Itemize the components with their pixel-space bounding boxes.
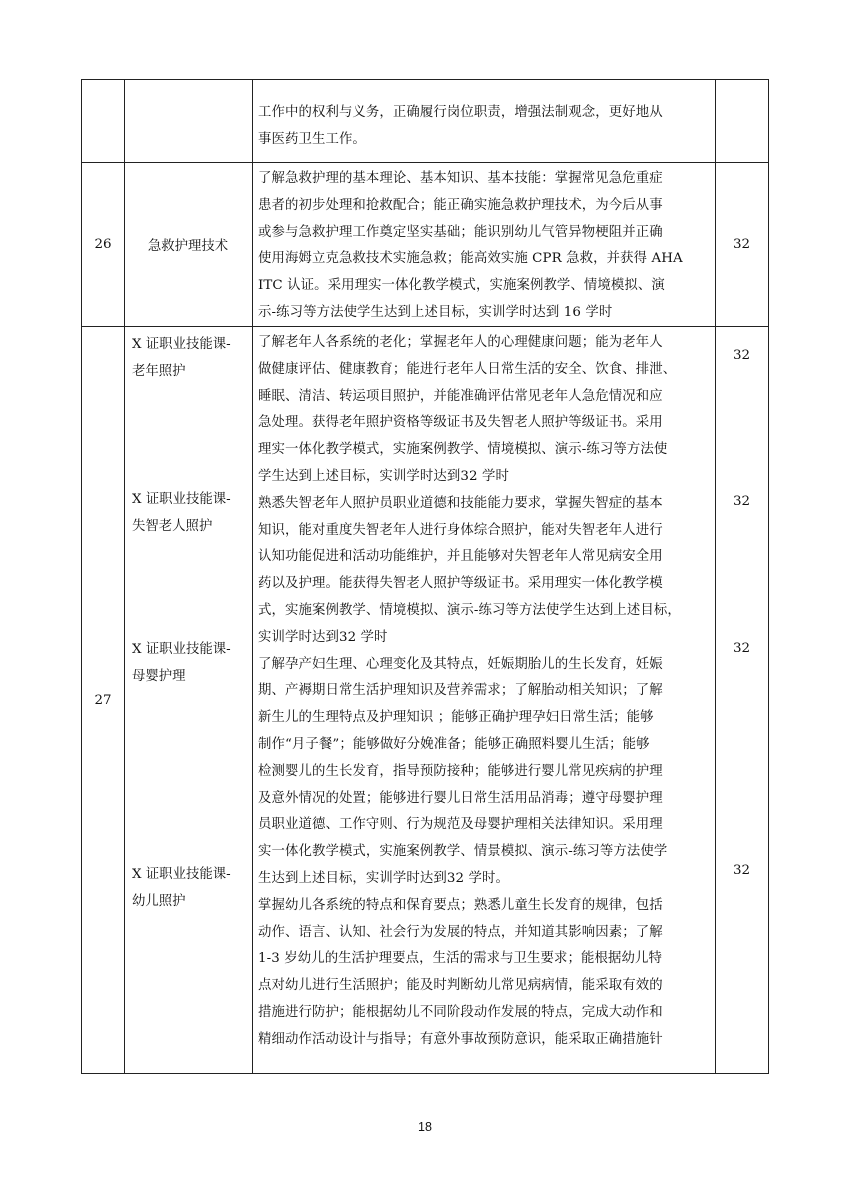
description-line: 制作“月子餐”；能够做好分娩准备；能够正确照料婴儿生活；能够 bbox=[258, 736, 650, 752]
page-number: 18 bbox=[418, 1120, 432, 1134]
row-number bbox=[82, 163, 124, 326]
description-line: 药以及护理。能获得失智老人照护等级证书。采用理实一体化教学模 bbox=[258, 576, 663, 592]
course-table bbox=[81, 79, 769, 1074]
description-line: 生达到上述目标，实训学时达到32 学时。 bbox=[258, 870, 509, 886]
description-line: 精细动作活动设计与指导；有意外事故预防意识，能采取正确措施针 bbox=[258, 1031, 663, 1047]
description-line: 熟悉失智老年人照护员职业道德和技能能力要求，掌握失智症的基本 bbox=[258, 495, 663, 511]
course-hours-text: 32 bbox=[732, 863, 751, 878]
course-name-line: X 证职业技能课- bbox=[132, 867, 231, 882]
course-hours bbox=[715, 163, 768, 326]
course-name-text: 急救护理技术 bbox=[147, 239, 229, 254]
description-line: 工作中的权利与义务，正确履行岗位职责，增强法制观念，更好地从 bbox=[258, 105, 663, 120]
description-line: 员职业道德、工作守则、行为规范及母婴护理相关法律知识。采用理 bbox=[258, 817, 663, 833]
course-hours bbox=[715, 494, 768, 509]
course-description-continued bbox=[258, 100, 710, 154]
description-line: 式，实施案例教学、情境模拟、演示-练习等方法使学生达到上述目标， bbox=[258, 602, 681, 618]
course-hours-text: 32 bbox=[732, 348, 751, 363]
description-line: 示-练习等方法使学生达到上述目标，实训学时达到 16 学时 bbox=[258, 304, 613, 320]
description-line: 了解急救护理的基本理论、基本知识、基本技能：掌握常见急危重症 bbox=[258, 171, 663, 186]
course-hours-text: 32 bbox=[732, 494, 751, 509]
description-line: 1-3 岁幼儿的生活护理要点，生活的需求与卫生要求；能根据幼儿特 bbox=[258, 951, 662, 967]
course-hours bbox=[715, 641, 768, 656]
column-divider bbox=[252, 80, 253, 1073]
description-line: 及意外情况的处置；能够进行婴儿日常生活用品消毒；遵守母婴护理 bbox=[258, 790, 663, 806]
course-description bbox=[258, 330, 710, 1054]
description-line: ITC 认证。采用理实一体化教学模式，实施案例教学、情境模拟、演 bbox=[258, 278, 665, 294]
course-name bbox=[132, 487, 252, 541]
course-name-line: X 证职业技能课- bbox=[132, 337, 231, 352]
course-hours bbox=[715, 348, 768, 363]
description-line: 做健康评估、健康教育；能进行老年人日常生活的安全、饮食、排泄、 bbox=[258, 361, 677, 377]
course-name-line: 幼儿照护 bbox=[132, 893, 186, 909]
row-number bbox=[82, 327, 124, 1073]
course-hours-text: 32 bbox=[732, 237, 751, 252]
course-name bbox=[124, 163, 252, 326]
description-line: 或参与急救护理工作奠定坚实基础；能识别幼儿气管异物梗阻并正确 bbox=[258, 224, 663, 240]
description-line: 睡眠、清洁、转运项目照护，并能准确评估常见老年人急危情况和应 bbox=[258, 388, 663, 404]
description-line: 点对幼儿进行生活照护；能及时判断幼儿常见病病情，能采取有效的 bbox=[258, 978, 663, 994]
description-line: 措施进行防护；能根据幼儿不同阶段动作发展的特点，完成大动作和 bbox=[258, 1004, 663, 1020]
course-name bbox=[132, 637, 252, 691]
description-line: 检测婴儿的生长发育，指导预防接种；能够进行婴儿常见疾病的护理 bbox=[258, 763, 663, 779]
row-number-text: 26 bbox=[94, 237, 112, 252]
row-number-text: 27 bbox=[94, 692, 112, 708]
description-line: 使用海姆立克急救技术实施急救；能高效实施 CPR 急救，并获得 AHA bbox=[258, 251, 683, 267]
course-name-line: 母婴护理 bbox=[132, 668, 186, 684]
description-line: 期、产褥期日常生活护理知识及营养需求；了解胎动相关知识；了解 bbox=[258, 683, 663, 699]
description-line: 实一体化教学模式，实施案例教学、情景模拟、演示-练习等方法使学 bbox=[258, 844, 668, 860]
course-description bbox=[258, 166, 710, 327]
course-name bbox=[132, 332, 252, 386]
course-hours-text: 32 bbox=[732, 641, 751, 656]
course-name bbox=[132, 862, 252, 916]
description-line: 了解老年人各系统的老化；掌握老年人的心理健康问题；能为老年人 bbox=[258, 335, 663, 350]
description-line: 患者的初步处理和抢救配合；能正确实施急救护理技术，为今后从事 bbox=[258, 197, 663, 213]
description-line: 新生儿的生理特点及护理知识 ；能够正确护理孕妇日常生活；能够 bbox=[258, 710, 654, 726]
description-line: 事医药卫生工作。 bbox=[258, 131, 366, 147]
description-line: 知识，能对重度失智老年人进行身体综合照护，能对失智老年人进行 bbox=[258, 522, 663, 538]
description-line: 学生达到上述目标，实训学时达到32 学时 bbox=[258, 468, 509, 484]
course-name-line: 失智老人照护 bbox=[132, 518, 213, 534]
course-name-line: X 证职业技能课- bbox=[132, 492, 231, 507]
description-line: 理实一体化教学模式，实施案例教学、情境模拟、演示-练习等方法使 bbox=[258, 442, 668, 458]
description-line: 实训学时达到32 学时 bbox=[258, 629, 388, 645]
course-hours bbox=[715, 863, 768, 878]
description-line: 动作、语言、认知、社会行为发展的特点，并知道其影响因素；了解 bbox=[258, 924, 663, 940]
description-line: 了解孕产妇生理、心理变化及其特点，妊娠期胎儿的生长发育，妊娠 bbox=[258, 656, 663, 672]
description-line: 认知功能促进和活动功能维护，并且能够对失智老年人常见病安全用 bbox=[258, 549, 663, 565]
course-name-line: X 证职业技能课- bbox=[132, 642, 231, 657]
description-line: 急处理。获得老年照护资格等级证书及失智老人照护等级证书。采用 bbox=[258, 415, 663, 431]
course-name-line: 老年照护 bbox=[132, 363, 186, 379]
description-line: 掌握幼儿各系统的特点和保育要点；熟悉儿童生长发育的规律，包括 bbox=[258, 897, 663, 913]
